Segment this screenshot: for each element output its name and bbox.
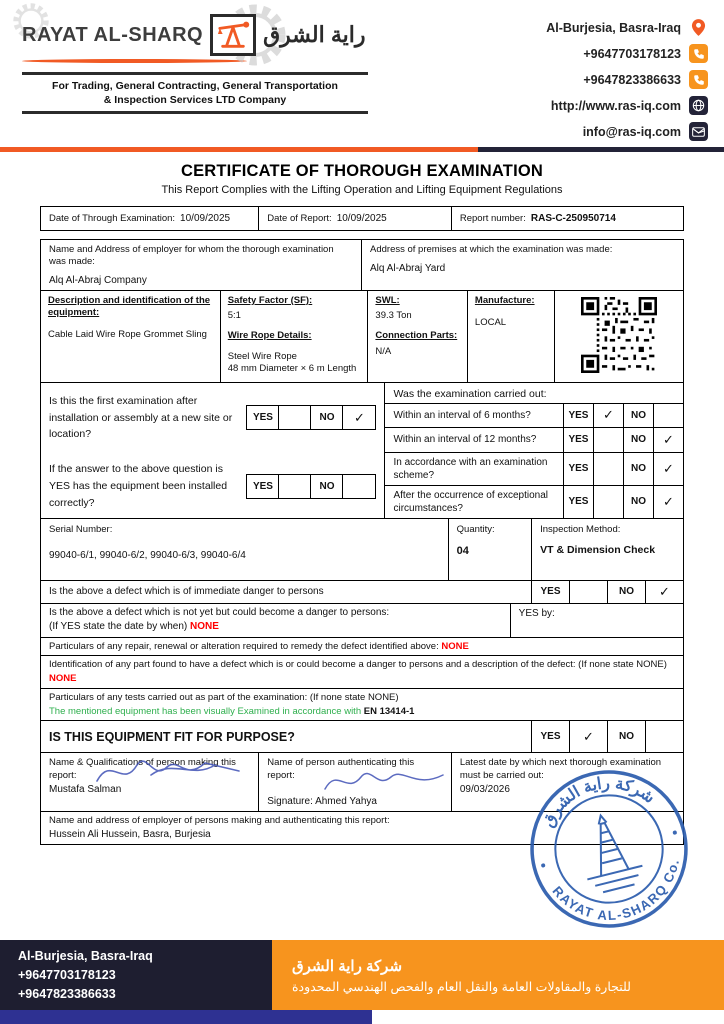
wire-rope-line1: Steel Wire Rope <box>227 350 297 362</box>
yes-by-cell: YES by: <box>510 604 683 637</box>
no-label: NO <box>311 475 343 498</box>
premises-value: Alq Al-Abraj Yard <box>370 262 446 274</box>
logo-row <box>22 14 374 56</box>
pumpjack-icon <box>210 14 256 56</box>
logo-underline-swoosh <box>22 59 247 63</box>
yes-label: YES <box>247 475 279 498</box>
phone1-text: +9647703178123 <box>583 46 681 61</box>
report-date-cell <box>259 207 452 230</box>
safety-factor-value: 5:1 <box>227 310 241 322</box>
inspection-method-cell <box>532 519 683 580</box>
certificate-subtitle: This Report Complies with the Lifting Operation and Lifting Equipment Regulations <box>161 184 563 196</box>
no-label: NO <box>607 581 645 603</box>
identification-label: Identification of any part found to have a defect which is or could become a danger to persons and a description of the defect: (If none state NONE) <box>49 659 667 671</box>
fit-for-purpose-label: IS THIS EQUIPMENT FIT FOR PURPOSE? <box>49 729 295 744</box>
quantity-cell <box>449 519 532 580</box>
contact-email <box>583 122 708 141</box>
wire-rope-line2: 48 mm Diameter × 6 m Length <box>227 363 357 375</box>
address-text: Al-Burjesia, Basra-Iraq <box>546 20 681 35</box>
no-label: NO <box>623 428 653 451</box>
divider-navy-segment <box>478 147 724 152</box>
question-1-checkboxes <box>246 405 376 430</box>
no-checkbox: ✓ <box>653 453 683 485</box>
row-label: Within an interval of 12 months? <box>393 434 537 446</box>
identification-value: NONE <box>49 673 77 685</box>
equipment-description-cell <box>41 291 221 382</box>
no-label: NO <box>623 453 653 485</box>
tests-standard: EN 13414-1 <box>363 705 415 717</box>
yes-checkbox: ✓ <box>569 721 607 752</box>
repair-value: NONE <box>441 640 469 652</box>
no-label: NO <box>607 721 645 752</box>
no-label: NO <box>311 406 343 429</box>
report-maker-label: Name & Qualifications of person making this report: <box>49 757 236 781</box>
equipment-description-label: Description and identification of the equipment: <box>48 294 211 319</box>
yes-label: YES <box>531 581 569 603</box>
contact-phone-1 <box>583 44 708 63</box>
yes-checkbox <box>279 406 311 429</box>
contact-address <box>546 18 708 37</box>
qr-code-cell <box>555 291 683 382</box>
footer-phone-1: +9647703178123 <box>18 968 116 982</box>
first-exam-question-2 <box>49 461 376 511</box>
yes-checkbox <box>569 581 607 603</box>
swl-label: SWL: <box>375 294 400 306</box>
qr-code <box>581 297 657 373</box>
no-checkbox: ✓ <box>354 409 365 425</box>
inspection-method-label: Inspection Method: <box>540 523 621 535</box>
exam-date-label: Date of Through Examination: <box>49 213 176 224</box>
yes-label: YES <box>531 721 569 752</box>
repair-label: Particulars of any repair, renewal or alteration required to remedy the defect identified above: <box>49 640 439 652</box>
wire-rope-label: Wire Rope Details: <box>227 330 312 342</box>
exam-scheme-row <box>385 452 683 485</box>
exam-interval-6-months-row <box>385 403 683 427</box>
identification-row <box>41 656 683 689</box>
email-text: info@ras-iq.com <box>582 124 681 139</box>
email-icon <box>689 122 708 141</box>
tests-label: Particulars of any tests carried out as part of the examination: (If none state NONE) <box>49 691 399 703</box>
exam-date-value: 10/09/2025 <box>180 213 231 224</box>
no-checkbox: ✓ <box>645 581 683 603</box>
employer-value: Alq Al-Abraj Company <box>49 274 147 286</box>
row-label: Within an interval of 6 months? <box>393 409 531 421</box>
report-date-value: 10/09/2025 <box>336 213 387 224</box>
first-examination-questions <box>41 383 384 518</box>
exam-exceptional-row <box>385 485 683 518</box>
no-checkbox <box>645 721 683 752</box>
examination-carried-out-title: Was the examination carried out: <box>393 387 547 400</box>
footer-arabic-description: للتجارة والمقاولات العامة والنقل العام والفحص الهندسي المحدودة <box>292 979 631 994</box>
tests-note: The mentioned equipment has been visually Examined in accordance with <box>49 705 362 717</box>
report-employer-label: Name and address of employer of persons making and authenticating this report: <box>49 815 390 827</box>
report-authenticator-label: Name of person authenticating this report: <box>267 757 415 781</box>
certificate-table <box>40 239 684 845</box>
footer-arabic-company: شركة راية الشرق <box>292 957 403 975</box>
yes-checkbox <box>593 486 623 518</box>
manufacture-label: Manufacture: <box>474 294 535 306</box>
inspection-method-value: VT & Dimension Check <box>540 543 656 556</box>
tagline-line2: & Inspection Services LTD Company <box>103 94 287 107</box>
premises-label: Address of premises at which the examination was made: <box>370 244 613 255</box>
equipment-row <box>41 291 683 383</box>
stamp-latin-text: RAYAT AL-SHARQ Co. <box>549 857 683 924</box>
no-label: NO <box>623 486 653 518</box>
phone-icon <box>689 70 708 89</box>
company-name: RAYAT AL-SHARQ <box>22 23 204 46</box>
manufacture-cell <box>468 291 555 382</box>
footer-phone-2: +9647823386633 <box>18 987 116 1001</box>
footer <box>0 940 724 1010</box>
certificate-title: CERTIFICATE OF THOROUGH EXAMINATION <box>180 162 544 180</box>
tagline-line1: For Trading, General Contracting, General Transportation <box>52 80 338 92</box>
footer-arabic-block <box>272 940 724 1010</box>
dates-table <box>40 206 684 231</box>
footer-address: Al-Burjesia, Basra-Iraq <box>18 949 153 963</box>
report-authenticator-name: Signature: Ahmed Yahya <box>267 796 377 808</box>
premises-cell <box>362 240 683 290</box>
serial-number-label: Serial Number: <box>49 523 113 535</box>
row-label: In accordance with an examination scheme? <box>393 456 548 481</box>
stamp-derrick-icon <box>573 809 646 895</box>
first-exam-question-1 <box>49 393 376 443</box>
quantity-label: Quantity: <box>456 523 495 535</box>
no-checkbox <box>653 404 683 427</box>
report-authenticator-cell <box>259 753 452 811</box>
yes-label: YES <box>247 406 279 429</box>
location-pin-icon <box>689 18 708 37</box>
yes-checkbox: ✓ <box>593 404 623 427</box>
fit-for-purpose-row <box>41 721 683 753</box>
quantity-value: 04 <box>456 544 469 557</box>
company-logo <box>22 14 374 141</box>
report-number-label: Report number: <box>459 213 526 224</box>
website-text: http://www.ras-iq.com <box>550 98 681 113</box>
company-name-arabic: راية الشرق <box>263 22 366 47</box>
immediate-danger-row <box>41 581 683 604</box>
future-danger-hint: (If YES state the date by when) <box>49 621 188 633</box>
exam-date-cell <box>41 207 259 230</box>
employer-label: Name and Address of employer for whom the thorough examination was made: <box>49 244 334 267</box>
examination-carried-out-rows <box>385 403 683 518</box>
serial-number-value: 99040-6/1, 99040-6/2, 99040-6/3, 99040-6/4 <box>49 549 246 561</box>
examination-carried-out <box>384 383 683 518</box>
tests-row <box>41 689 683 722</box>
phone-icon <box>689 44 708 63</box>
title-block <box>0 162 724 196</box>
connection-parts-value: N/A <box>375 345 392 357</box>
future-danger-label: Is the above a defect which is not yet but could become a danger to persons: <box>49 606 390 618</box>
exam-interval-12-months-row <box>385 427 683 451</box>
future-danger-row <box>41 604 683 638</box>
footer-contact-panel <box>0 940 272 1010</box>
question-2-checkboxes <box>246 474 376 499</box>
report-date-label: Date of Report: <box>267 213 332 224</box>
no-checkbox: ✓ <box>653 428 683 451</box>
company-tagline <box>22 72 368 114</box>
contact-website <box>551 96 708 115</box>
yes-label: YES <box>563 486 593 518</box>
employer-row <box>41 240 683 291</box>
phone2-text: +9647823386633 <box>583 72 681 87</box>
yes-checkbox <box>593 428 623 451</box>
footer-blue-bar <box>0 1010 372 1024</box>
next-examination-label: Latest date by which next thorough examination must be carried out: <box>459 757 662 781</box>
report-number-value: RAS-C-250950714 <box>530 213 616 224</box>
globe-icon <box>689 96 708 115</box>
employer-cell <box>41 240 362 290</box>
yes-label: YES <box>563 428 593 451</box>
yes-label: YES <box>563 404 593 427</box>
stamp-arabic-text: شركة راية الشرق <box>538 774 659 830</box>
future-danger-cell <box>41 604 510 637</box>
report-maker-cell <box>41 753 259 811</box>
swl-cell <box>368 291 468 382</box>
future-danger-value: NONE <box>190 621 219 633</box>
serial-number-cell <box>41 519 449 580</box>
yes-label: YES <box>563 453 593 485</box>
yes-checkbox <box>593 453 623 485</box>
contact-phone-2 <box>583 70 708 89</box>
swl-value: 39.3 Ton <box>375 310 412 322</box>
question-2-text: If the answer to the above question is YES has the equipment been installed correctly? <box>49 463 228 509</box>
connection-parts-label: Connection Parts: <box>375 330 458 342</box>
serial-row <box>41 519 683 581</box>
report-employer-value: Hussein Ali Hussein, Basra, Burjesia <box>49 829 211 841</box>
equipment-description-value: Cable Laid Wire Rope Grommet Sling <box>48 329 207 341</box>
manufacture-value: LOCAL <box>474 317 507 329</box>
no-checkbox <box>343 475 375 498</box>
safety-factor-cell <box>221 291 369 382</box>
question-1-text: Is this the first examination after installation or assembly at a new site or location? <box>49 394 233 441</box>
report-number-cell <box>452 207 683 230</box>
divider-orange-segment <box>0 147 478 152</box>
no-checkbox: ✓ <box>653 486 683 518</box>
no-label: NO <box>623 404 653 427</box>
report-maker-name: Mustafa Salman <box>49 784 122 796</box>
repair-row <box>41 638 683 657</box>
contact-info <box>546 14 708 141</box>
row-label: After the occurrence of exceptional circumstances? <box>393 489 548 514</box>
immediate-danger-label: Is the above a defect which is of immediate danger to persons <box>49 586 324 598</box>
header-divider <box>0 147 724 152</box>
safety-factor-label: Safety Factor (SF): <box>227 294 313 306</box>
questions-row <box>41 383 683 519</box>
yes-checkbox <box>279 475 311 498</box>
next-examination-date: 09/03/2026 <box>459 784 510 796</box>
header <box>0 0 724 141</box>
